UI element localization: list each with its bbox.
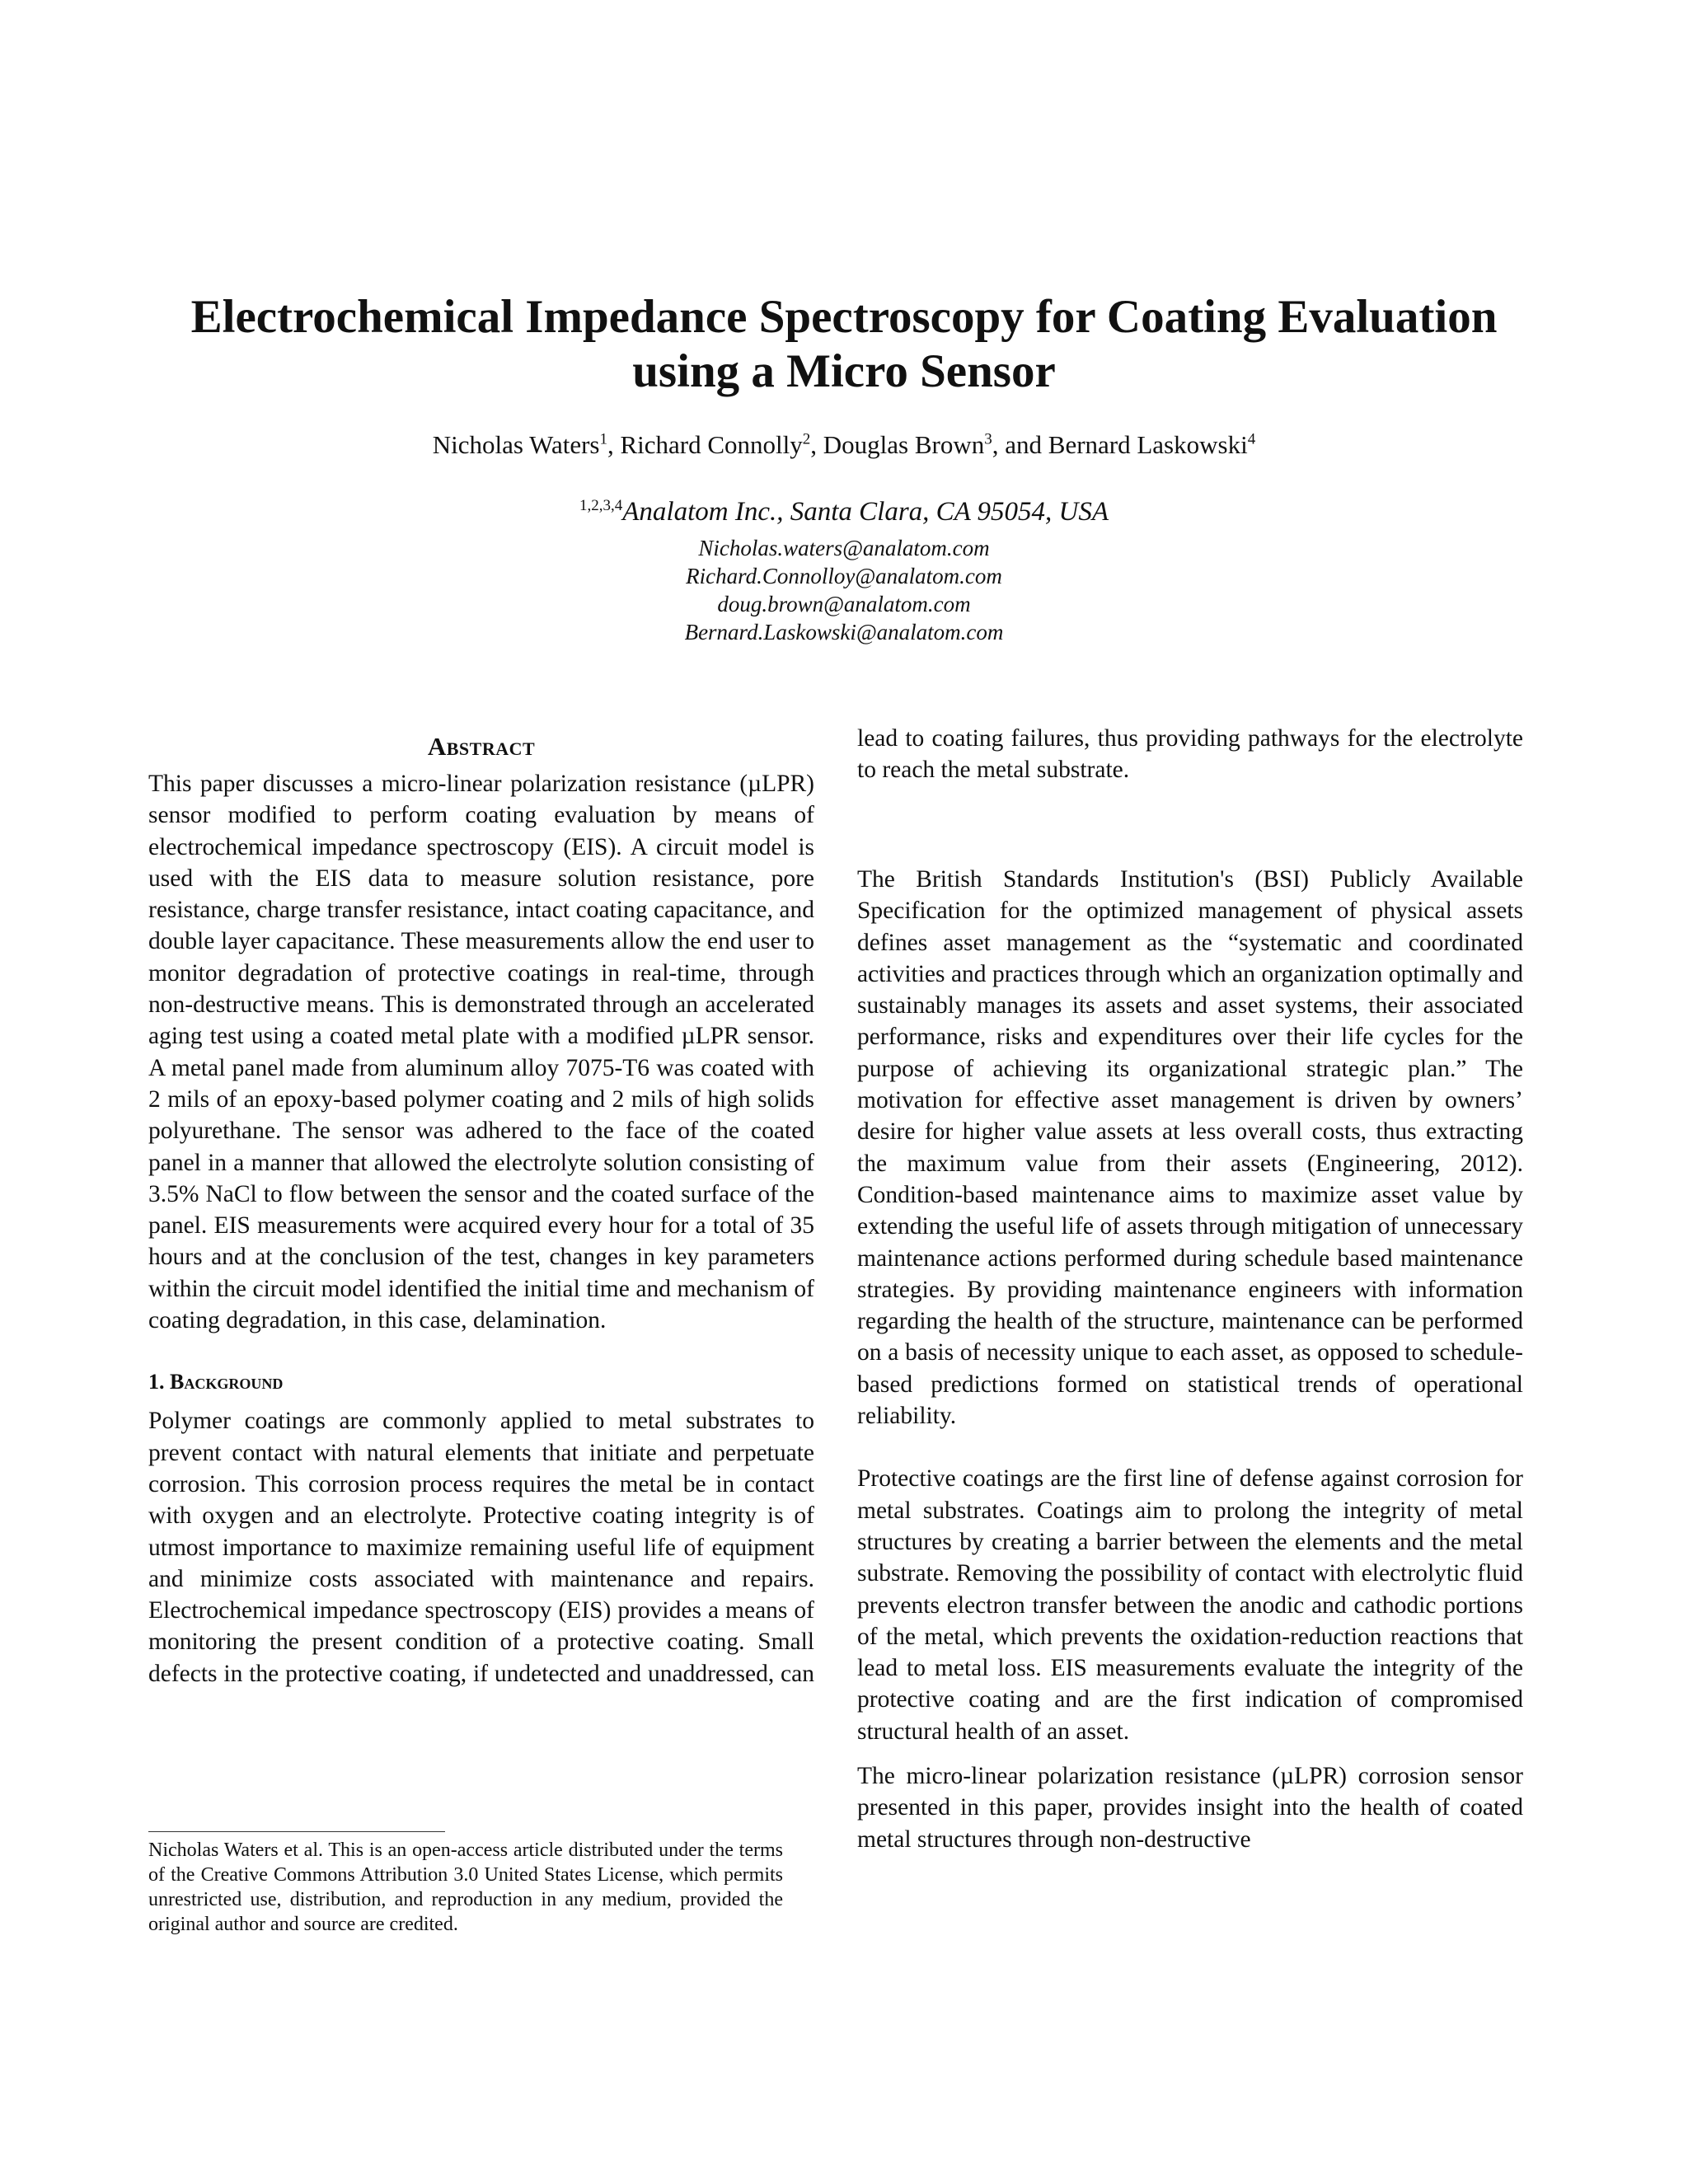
author-affiliation-mark: 1 bbox=[599, 430, 607, 448]
background-paragraph-1: Polymer coatings are commonly applied to metal substrates to prevent contact with natural elements that initiate and perpetuate corrosion. This corrosion process requires the metal be in contact with oxygen and an electrolyte. Protective coating integrity is of utmost importance to maximize remaining useful life of equipment and minimize costs associated with maintenance and repairs. Electrochemical impedance spectroscopy (EIS) provides a means of monitoring the present condition of a protective coating. Small defects in the protective coating, if undetected and unaddressed, can bbox=[148, 1408, 814, 1687]
background-paragraph-1-overflow: lead to coating failures, thus providing pathways for the electrolyte to reach the metal substrate. bbox=[857, 724, 1523, 783]
author-email[interactable]: Bernard.Laskowski@analatom.com bbox=[684, 620, 1004, 644]
author-name: Douglas Brown bbox=[823, 430, 985, 459]
title-line-1: Electrochemical Impedance Spectroscopy for Coating Evaluation bbox=[190, 291, 1498, 343]
background-paragraph-2: The British Standards Institution's (BSI) Publicly Available Specification for the optimized management of physical assets defines asset management as the “systematic and coordinated activities and practices through which an organization optimally and sustainably manages its assets and asset systems, their associated performance, risks and expenditures over their life cycles for the purpose of achieving its organizational strategic plan.” The motivation for effective asset management is driven by owners’ desire for higher value assets at less overall costs, thus extracting the maximum value from their assets (Engineering, 2012). Condition-based maintenance aims to maximize asset value by extending the useful life of assets through mitigation of unnecessary maintenance actions performed during schedule based maintenance strategies. By providing maintenance engineers with information regarding the health of the structure, maintenance can be performed on a basis of necessity unique to each asset, as opposed to schedule-based predictions formed on statistical trends of operational reliability. bbox=[857, 866, 1523, 1430]
author-separator: , bbox=[607, 430, 621, 459]
author-separator: , and bbox=[992, 430, 1048, 459]
author-name: Bernard Laskowski bbox=[1048, 430, 1248, 459]
left-column bbox=[148, 730, 814, 1690]
author-name: Nicholas Waters bbox=[432, 430, 600, 459]
abstract-text: This paper discusses a micro-linear polarization resistance (µLPR) sensor modified to perform coating evaluation by means of electrochemical impedance spectroscopy (EIS). A circuit model is used with the EIS data to measure solution resistance, pore resistance, charge transfer resistance, intact coating capacitance, and double layer capacitance. These measurements allow the end user to monitor degradation of protective coatings in real-time, through non-destructive means. This is demonstrated through an accelerated aging test using a coated metal plate with a modified µLPR sensor. A metal panel made from aluminum alloy 7075-T6 was coated with 2 mils of an epoxy-based polymer coating and 2 mils of high solids polyurethane. The sensor was adhered to the face of the coated panel in a manner that allowed the electrolyte solution consisting of 3.5% NaCl to flow between the sensor and the coated surface of the panel. EIS measurements were acquired every hour for a total of 35 hours and at the conclusion of the test, changes in key parameters within the circuit model identified the initial time and mechanism of coating degradation, in this case, delamination. bbox=[148, 771, 814, 1334]
section-heading-background: 1. Background bbox=[148, 1370, 284, 1394]
paper-title bbox=[148, 290, 1540, 399]
affiliation-text: Analatom Inc., Santa Clara, CA 95054, USA bbox=[622, 497, 1109, 527]
author-affiliation-mark: 4 bbox=[1247, 430, 1256, 448]
author-affiliation-mark: 3 bbox=[984, 430, 992, 448]
title-line-2: using a Micro Sensor bbox=[632, 345, 1056, 397]
author-affiliation-mark: 2 bbox=[802, 430, 811, 448]
background-paragraph-4: The micro-linear polarization resistance (µLPR) corrosion sensor presented in this paper, provides insight into the health of coated metal structures through non-destructive bbox=[857, 1763, 1523, 1853]
author-list bbox=[148, 429, 1540, 462]
abstract-heading: Abstract bbox=[427, 732, 536, 761]
affiliation-mark: 1,2,3,4 bbox=[579, 497, 623, 514]
author-separator: , bbox=[810, 430, 823, 459]
author-email[interactable]: doug.brown@analatom.com bbox=[717, 592, 971, 616]
email-list bbox=[148, 534, 1540, 646]
background-paragraph-1-continued bbox=[857, 723, 1523, 851]
footnote-rule bbox=[148, 1831, 445, 1832]
background-paragraph-3: Protective coatings are the first line of defense against corrosion for metal substrates. Coatings aim to prolong the integrity of metal structures by creating a barrier between the elements and the metal substrate. Removing the possibility of contact with electrolytic fluid prevents electron transfer between the anodic and cathodic portions of the metal, which prevents the oxidation-reduction reactions that lead to metal loss. EIS measurements evaluate the integrity of the protective coating and are the first indication of compromised structural health of an asset. bbox=[857, 1465, 1523, 1745]
author-email[interactable]: Nicholas.waters@analatom.com bbox=[698, 536, 990, 560]
right-column bbox=[857, 723, 1523, 1855]
author-email[interactable]: Richard.Connolloy@analatom.com bbox=[686, 564, 1002, 588]
affiliation bbox=[148, 494, 1540, 529]
license-footnote: Nicholas Waters et al. This is an open-access article distributed under the terms of the Creative Commons Attribution 3.0 United States License, which permits unrestricted use, distribution, and reproduction in any medium, provided the original author and source are credited. bbox=[148, 1840, 783, 1935]
author-name: Richard Connolly bbox=[620, 430, 803, 459]
